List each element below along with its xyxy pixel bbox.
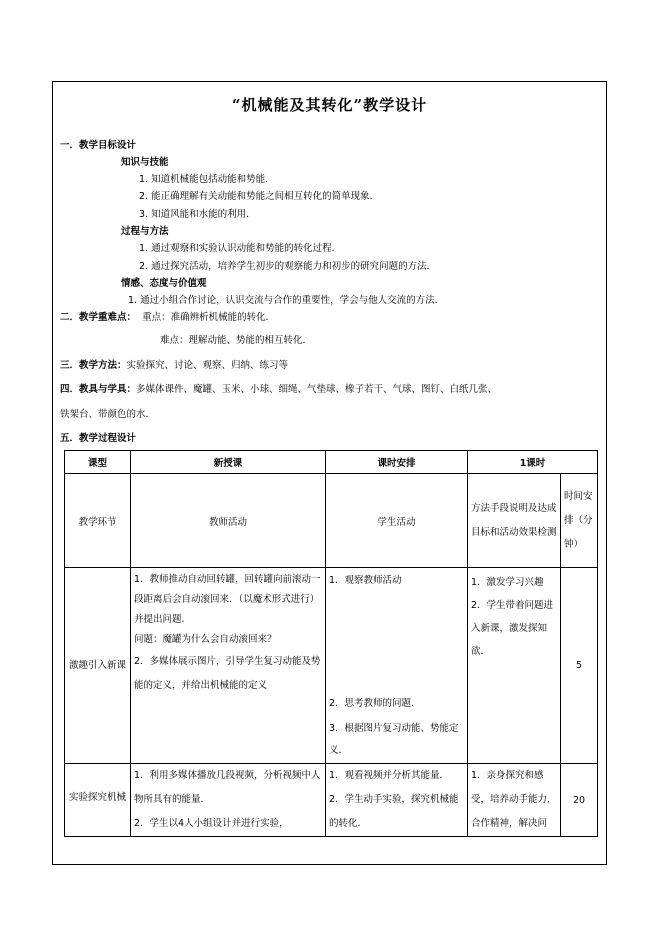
student-step: 2．学生动手实验，探究机械能的转化． xyxy=(329,794,459,829)
knowledge-heading: 知识与技能 xyxy=(121,157,169,168)
teacher-question: 问题：魔罐为什么会自动滚回来？ xyxy=(134,634,277,645)
methods-text: 实验探究、讨论、观察、归纳、练习等 xyxy=(126,360,289,371)
student-step: 1．观看视频并分析其能量． xyxy=(329,770,450,781)
knowledge-item: 2. 能正确理解有关动能和势能之间相互转化的简单现象． xyxy=(139,191,380,202)
row-method: 1．亲身探究和感受，培养动手能力，合作精神，解决问 xyxy=(468,764,561,837)
key-points-heading: 二．教学重难点： xyxy=(60,312,137,323)
col-student-header: 学生活动 xyxy=(326,474,468,568)
tools-text-continued: 铁架台、带颜色的水． xyxy=(60,409,156,420)
section-key-points xyxy=(60,312,275,324)
col-time-header: 时间安排（分钟） xyxy=(561,474,598,568)
row-time: 20 xyxy=(561,764,598,837)
lesson-plan-table xyxy=(64,450,598,837)
row-student-activity xyxy=(326,568,468,764)
row-stage: 实验探究机械 xyxy=(65,764,131,837)
knowledge-item: 3. 知道风能和水能的利用． xyxy=(139,209,256,220)
table-row xyxy=(65,764,598,837)
method-item: 1．激发学习兴趣 xyxy=(471,577,544,588)
method-item: 2．学生带着问题进入新课，激发探知欲． xyxy=(471,600,554,657)
lesson-hours-label: 课时安排 xyxy=(326,451,468,474)
student-step: 1．观察教师活动 xyxy=(329,575,402,586)
difficult-point-text: 难点：理解动能、势能的相互转化． xyxy=(160,335,313,346)
teacher-step: 1．利用多媒体播放几段视频，分析视频中人物所具有的能量． xyxy=(134,770,321,805)
emotion-item: 1. 通过小组合作讨论，认识交流与合作的重要性，学会与他人交流的方法． xyxy=(128,295,445,306)
table-column-header-row xyxy=(65,474,598,568)
col-method-header: 方法手段说明及达成目标和活动效果检测 xyxy=(468,474,561,568)
knowledge-item: 1. 知道机械能包括动能和势能． xyxy=(139,174,275,185)
row-method xyxy=(468,568,561,764)
key-point-text: 重点：准确辨析机械能的转化． xyxy=(142,312,276,323)
lesson-type-label: 课型 xyxy=(65,451,131,474)
table-header-row xyxy=(65,451,598,474)
row-student-activity xyxy=(326,764,468,837)
teacher-step: 1．教师推动自动回转罐，回转罐向前滚动一段距离后会自动滚回来．（以魔术形式进行）并提出问题． xyxy=(134,574,321,625)
row-stage: 激趣引入新课 xyxy=(65,568,131,764)
student-step: 2．思考教师的问题． xyxy=(329,698,421,709)
section-tools xyxy=(60,384,497,396)
col-stage-header: 教学环节 xyxy=(65,474,131,568)
lesson-hours-value: 1课时 xyxy=(468,451,598,474)
methods-heading: 三．教学方法： xyxy=(60,360,127,371)
teacher-step: 2．学生以4人小组设计并进行实验， xyxy=(134,818,289,829)
section-methods xyxy=(60,360,288,372)
section-process-heading: 五．教学过程设计 xyxy=(60,433,137,444)
row-teacher-activity xyxy=(131,764,326,837)
student-step: 3．根据图片复习动能、势能定义． xyxy=(329,723,459,756)
lesson-type-value: 新授课 xyxy=(131,451,326,474)
process-heading: 过程与方法 xyxy=(121,226,169,237)
tools-text: 多媒体课件、魔罐、玉米、小球、细绳、气垫球、橡子若干、气球、图钉、白纸几张、 xyxy=(136,384,498,395)
row-teacher-activity xyxy=(131,568,326,764)
emotion-heading: 情感、态度与价值观 xyxy=(121,278,207,289)
row-time: 5 xyxy=(561,568,598,764)
process-item: 1. 通过观察和实验认识动能和势能的转化过程． xyxy=(139,243,342,254)
teacher-step: 2．多媒体展示图片，引导学生复习动能及势能的定义，并给出机械能的定义 xyxy=(134,656,321,691)
section-objectives-heading: 一．教学目标设计 xyxy=(60,140,137,151)
document-title: “机械能及其转化”教学设计 xyxy=(231,96,428,114)
tools-heading: 四．教具与学具： xyxy=(60,384,137,395)
process-item: 2. 通过探究活动，培养学生初步的观察能力和初步的研究问题的方法． xyxy=(139,261,437,272)
table-row xyxy=(65,568,598,764)
col-teacher-header: 教师活动 xyxy=(131,474,326,568)
